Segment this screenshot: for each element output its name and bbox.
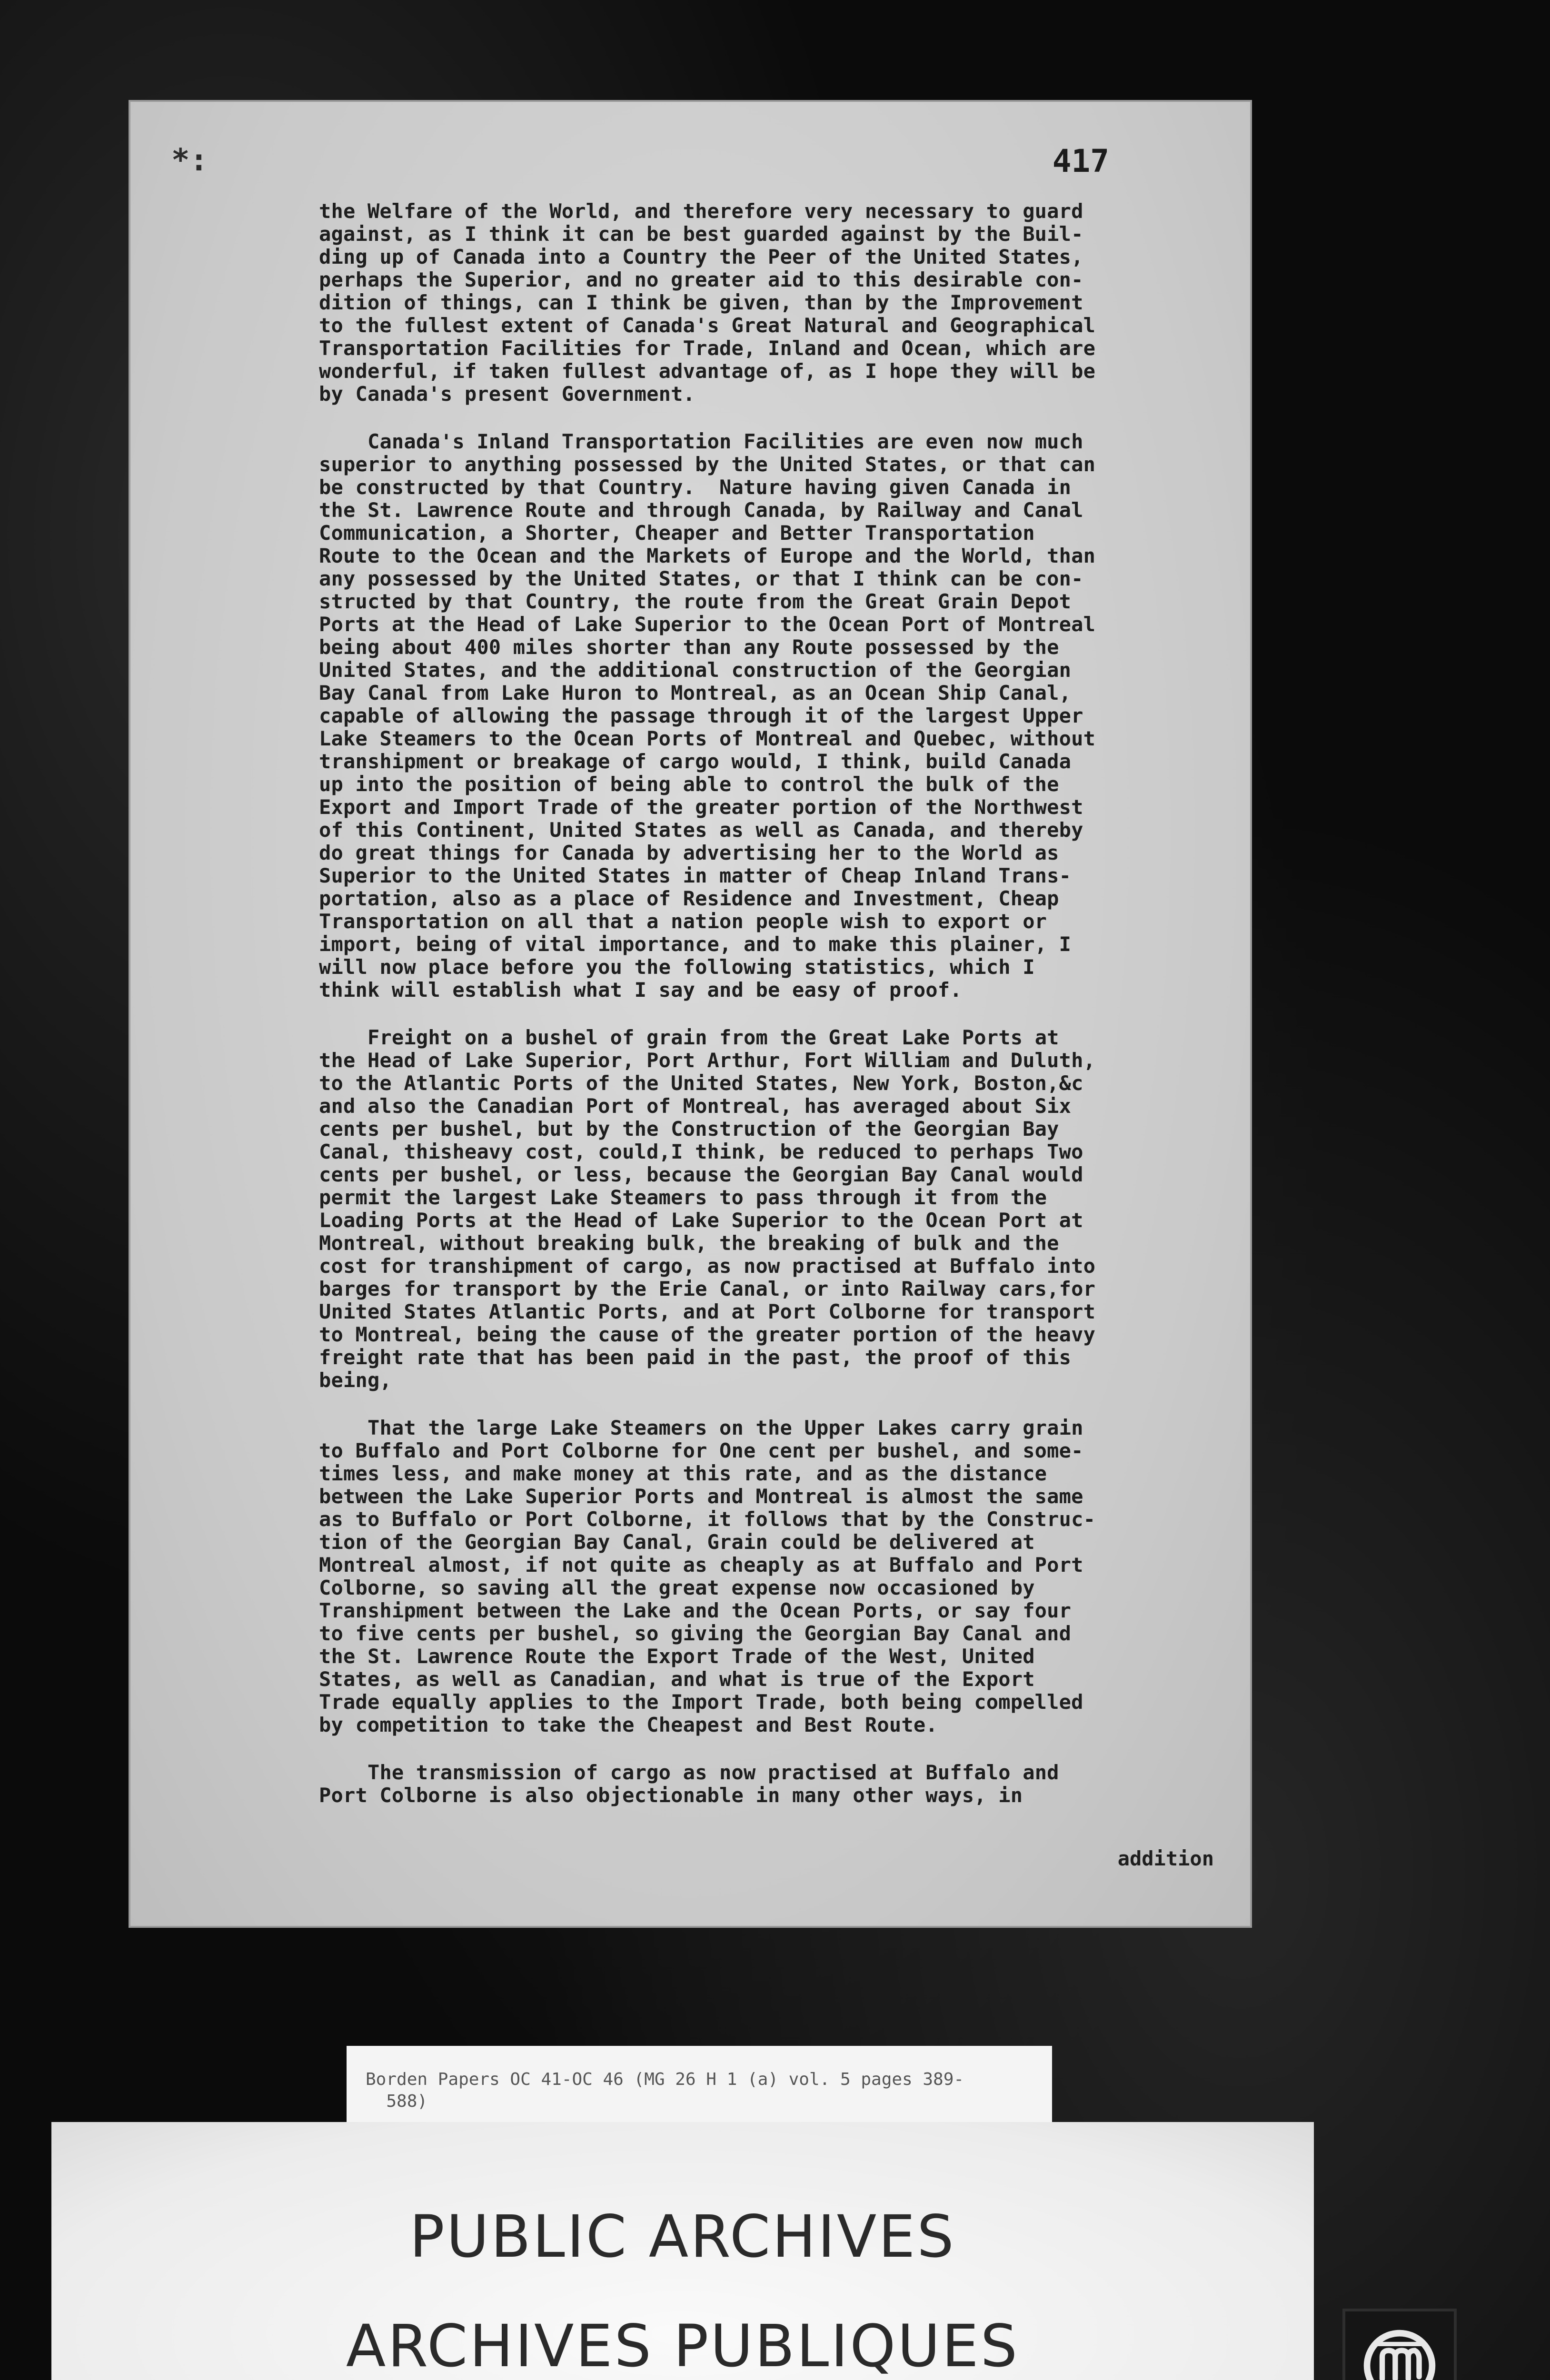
paragraph: Freight on a bushel of grain from the Great Lake Ports at the Head of Lake Superior, Port Arthur, Fort William and Duluth, to the Atlantic Ports of the United States, New York, Boston,&c and also the Canadian Port of Montreal, has averaged about Six cents per bushel, but by the Construction of the Georgian Bay Canal, thisheavy cost, could,I think, be reduced to perhaps Two cents per bushel, or less, because the Georgian Bay Canal would permit the largest Lake Steamers to pass through it from the Loading Ports at the Head of Lake Superior to the Ocean Port at Montreal, without breaking bulk, the breaking of bulk and the cost for transhipment of cargo, as now practised at Buffalo into barges for transport by the Erie Canal, or into Railway cars,for United States Atlantic Ports, and at Port Colborne for transport to Montreal, being the cause of the greater portion of the heavy freight rate that has been paid in the past, the proof of this being,	[319, 1026, 1096, 1392]
archive-card	[51, 2122, 1314, 2380]
paragraph: The transmission of cargo as now practised at Buffalo and Port Colborne is also objectionable in many other ways, in	[319, 1761, 1059, 1807]
paragraph: the Welfare of the World, and therefore very necessary to guard against, as I think it can be best guarded against by the Buil- ding up of Canada into a Country the Peer of the United States, perhaps the Superior, and no greater aid to this desirable con- dition of things, can I think be given, than by the Improvement to the fullest extent of Canada's Great Natural and Geographical Transportation Facilities for Trade, Inland and Ocean, which are wonderful, if taken fullest advantage of, as I hope they will be by Canada's present Government.	[319, 199, 1096, 406]
paragraph: Canada's Inland Transportation Facilities are even now much superior to anything possessed by the United States, or that can be constructed by that Country. Nature having given Canada in the St. Lawrence Route and through Canada, by Railway and Canal Communication, a Shorter, Cheaper and Better Transportation Route to the Ocean and the Markets of Europe and the World, than any possessed by the United States, or that I think can be con- structed by that Country, the route from the Great Grain Depot Ports at the Head of Lake Superior to the Ocean Port of Montreal being about 400 miles shorter than any Route possessed by the United States, and the additional construction of the Georgian Bay Canal from Lake Huron to Montreal, as an Ocean Ship Canal, capable of allowing the passage through it of the largest Upper Lake Steamers to the Ocean Ports of Montreal and Quebec, without transhipment or breakage of cargo would, I think, build Canada up into the position of being able to control the bulk of the Export and Import Trade of the greater portion of the Northwest of this Continent, United States as well as Canada, and thereby do great things for Canada by advertising her to the World as Superior to the United States in matter of Cheap Inland Trans- portation, also as a place of Residence and Investment, Cheap Transportation on all that a nation people wish to export or import, being of vital importance, and to make this plainer, I will now place before you the following statistics, which I think will establish what I say and be easy of proof.	[319, 430, 1096, 1002]
reference-slip: Borden Papers OC 41-OC 46 (MG 26 H 1 (a) vol. 5 pages 389- 588)	[347, 2046, 1052, 2122]
document-page	[129, 100, 1252, 1928]
page-number: 417	[1052, 143, 1109, 179]
document-body	[319, 200, 1233, 1807]
archive-title-french: ARCHIVES PUBLIQUES	[346, 2312, 1020, 2380]
catchword: addition	[1117, 1847, 1214, 1870]
paragraph: That the large Lake Steamers on the Upper Lakes carry grain to Buffalo and Port Colborne for One cent per bushel, and some- times less, and make money at this rate, and as the distance between the Lake Superior Ports and Montreal is almost the same as to Buffalo or Port Colborne, it follows that by the Construc- tion of the Georgian Bay Canal, Grain could be delivered at Montreal almost, if not quite as cheaply as at Buffalo and Port Colborne, so saving all the great expense now occasioned by Transhipment between the Lake and the Ocean Ports, or say four to five cents per bushel, so giving the Georgian Bay Canal and the St. Lawrence Route the Export Trade of the West, United States, as well as Canadian, and what is true of the Export Trade equally applies to the Import Trade, both being compelled by competition to take the Cheapest and Best Route.	[319, 1416, 1096, 1736]
archive-title-english: PUBLIC ARCHIVES	[409, 2203, 956, 2271]
microfilm-logo-icon	[1342, 2309, 1457, 2380]
corner-mark: *:	[171, 143, 209, 178]
